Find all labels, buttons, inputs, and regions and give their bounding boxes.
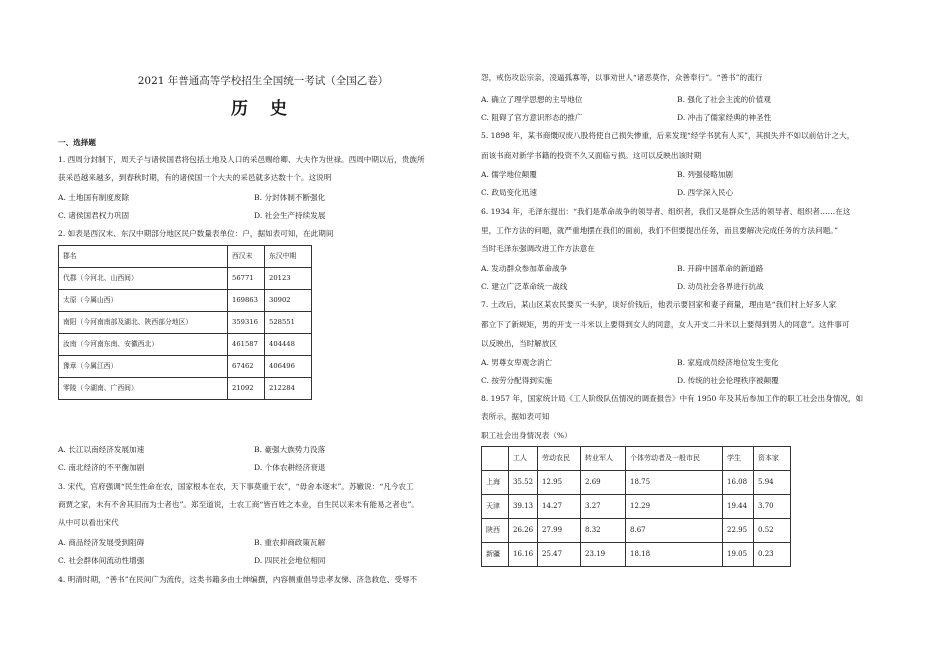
table-row — [59, 312, 312, 334]
table-cell: 22.95 — [723, 519, 754, 543]
table-row — [59, 356, 312, 378]
q4-option-d: D. 冲击了儒家经典的神圣性 — [677, 113, 772, 122]
q6-line-3: 当时毛泽东强调改进工作方法意在 — [481, 244, 595, 253]
population-table — [58, 245, 312, 400]
table-row — [482, 543, 791, 567]
q2-stem: 2. 如表是西汉末、东汉中期部分地区民户数量表单位：户，据如表可知，在此期间 — [58, 229, 334, 238]
table-cell: 新疆 — [482, 543, 509, 567]
table-cell: 0.52 — [754, 519, 791, 543]
q3-line-3: 从中可以看出宋代 — [58, 518, 119, 527]
table-header-row — [482, 447, 791, 471]
q5-option-a: A. 儒学地位颠覆 — [481, 170, 537, 179]
table-cell: 19.05 — [723, 543, 754, 567]
q7-option-b: B. 家庭成员经济地位发生变化 — [677, 358, 779, 367]
table-cell: 8.32 — [581, 519, 626, 543]
table-cell: 404448 — [265, 334, 312, 356]
table-header-cell: 劳动农民 — [538, 447, 581, 471]
table-row — [482, 519, 791, 543]
table-cell: 67462 — [228, 356, 265, 378]
q8-line-1: 8. 1957 年，国家统计局《工人阶级队伍情况的调查报告》中有 1950 年及其后参加工作的职工社会出身情况，如 — [481, 394, 864, 403]
q1-line-1: 1. 西周分封制下，周天子与诸侯国君将包括土地及人口的采邑赐给卿、大夫作为世禄。西周中期以后，贵族所 — [58, 155, 425, 164]
table-header-cell: 东汉中期 — [265, 246, 312, 268]
q7-option-d: D. 传统的社会伦理秩序被颠覆 — [677, 376, 779, 385]
table-header-cell — [482, 447, 509, 471]
table-cell: 16.08 — [723, 471, 754, 495]
table-cell: 18.18 — [626, 543, 723, 567]
table-row — [59, 268, 312, 290]
table-cell: 天津 — [482, 495, 509, 519]
table-cell: 26.26 — [509, 519, 538, 543]
q6-option-b: B. 开辟中国革命的新道路 — [677, 264, 764, 273]
table-cell: 16.16 — [509, 543, 538, 567]
q4-line-2: 怨，戒伤攻讼宗亲，凌逼孤寡等，以事劝世人“诸恶莫作，众善奉行”。“善书”的流行 — [481, 73, 763, 82]
q6-option-c: C. 建立广泛革命统一战线 — [481, 282, 568, 291]
table-cell: 20123 — [265, 268, 312, 290]
q2-option-c: C. 南北经济的不平衡加剧 — [58, 463, 145, 472]
q3-option-d: D. 四民社会地位相同 — [254, 556, 326, 565]
table-cell: 23.19 — [581, 543, 626, 567]
table-cell: 169863 — [228, 290, 265, 312]
table-cell: 359316 — [228, 312, 265, 334]
q1-option-b: B. 分封体制不断强化 — [254, 193, 326, 202]
q4-option-b: B. 强化了社会主流的价值观 — [677, 95, 771, 104]
q8-table-title: 职工社会出身情况表（%） — [481, 431, 572, 440]
subject-title: 历 史 — [231, 99, 295, 119]
table-header-cell: 个体劳动者及一般市民 — [626, 447, 723, 471]
q5-line-1: 5. 1898 年，某书商慨叹废八股将使自己损失惨重，后来发现“经学书犹有人买”，其损失并不如以前估计之大， — [481, 131, 855, 140]
table-cell: 18.75 — [626, 471, 723, 495]
table-cell: 21092 — [228, 378, 265, 400]
q1-option-c: C. 诸侯国君权力巩固 — [58, 211, 130, 220]
q7-option-c: C. 按劳分配得到实施 — [481, 376, 553, 385]
table-row — [482, 471, 791, 495]
q1-option-a: A. 土地国有制度废除 — [58, 193, 130, 202]
section-heading: 一、选择题 — [58, 138, 96, 147]
table-cell: 27.99 — [538, 519, 581, 543]
q6-option-a: A. 发动群众参加革命战争 — [481, 264, 568, 273]
q7-option-a: A. 男尊女卑观念消亡 — [481, 358, 553, 367]
table-cell: 12.29 — [626, 495, 723, 519]
occupation-table — [481, 446, 791, 567]
q4-option-c: C. 阻碍了官方意识形态的推广 — [481, 113, 583, 122]
table-cell: 2.69 — [581, 471, 626, 495]
q4-option-a: A. 确立了理学思想的主导地位 — [481, 95, 583, 104]
table-cell: 19.44 — [723, 495, 754, 519]
table-header-cell: 转业军人 — [581, 447, 626, 471]
table-cell: 上海 — [482, 471, 509, 495]
q5-option-c: C. 政局变化迅速 — [481, 188, 537, 197]
q3-option-b: B. 重农抑商政策瓦解 — [254, 538, 326, 547]
table-cell: 25.47 — [538, 543, 581, 567]
q1-line-2: 获采邑越来越多，到春秋时期，有的诸侯国一个大夫的采邑就多达数十个。这说明 — [58, 173, 332, 182]
table-cell: 陕西 — [482, 519, 509, 543]
q7-line-1: 7. 土改后，某山区某农民要买一头驴，谈好价钱后，他表示要回家和妻子商量，理由是“我们村上好多人家 — [481, 300, 837, 309]
table-cell: 3.70 — [754, 495, 791, 519]
table-cell: 406496 — [265, 356, 312, 378]
q2-option-d: D. 个体农耕经济衰退 — [254, 463, 326, 472]
exam-title: 2021 年普通高等学校招生全国统一考试（全国乙卷） — [137, 75, 389, 87]
table-cell: 12.95 — [538, 471, 581, 495]
table-header-row — [59, 246, 312, 268]
table-cell: 豫章（今属江西） — [59, 356, 228, 378]
table-cell: 南阳（今河南南部及湖北、陕西部分地区） — [59, 312, 228, 334]
q5-option-d: D. 西学深入民心 — [677, 188, 734, 197]
table-cell: 461587 — [228, 334, 265, 356]
q8-line-2: 表所示，据如表可知 — [481, 412, 550, 421]
table-cell: 56771 — [228, 268, 265, 290]
table-header-cell: 工人 — [509, 447, 538, 471]
table-header-cell: 资本家 — [754, 447, 791, 471]
table-row — [59, 378, 312, 400]
q5-option-b: B. 列强侵略加剧 — [677, 170, 733, 179]
q6-option-d: D. 动员社会各界进行抗战 — [677, 282, 764, 291]
q1-option-d: D. 社会生产持续发展 — [254, 211, 326, 220]
q6-line-1: 6. 1934 年，毛泽东提出：“我们是革命战争的领导者、组织者，我们又是群众生活的领导者、组织者……在这 — [481, 207, 851, 216]
table-cell: 39.13 — [509, 495, 538, 519]
table-row — [59, 290, 312, 312]
q3-option-c: C. 社会群体间流动性增强 — [58, 556, 145, 565]
table-cell: 汝南（今河南东南、安徽西北） — [59, 334, 228, 356]
table-header-cell: 郡名 — [59, 246, 228, 268]
table-row — [482, 495, 791, 519]
table-cell: 3.27 — [581, 495, 626, 519]
q5-line-2: 而该书商对新学书籍的投资不久又面临亏损。这可以反映出该时期 — [481, 151, 702, 160]
table-cell: 5.94 — [754, 471, 791, 495]
table-row — [59, 334, 312, 356]
table-header-cell: 西汉末 — [228, 246, 265, 268]
q2-option-b: B. 豪强大族势力没落 — [254, 445, 326, 454]
table-cell: 0.23 — [754, 543, 791, 567]
table-cell: 35.52 — [509, 471, 538, 495]
table-cell: 零陵（今湖南、广西间） — [59, 378, 228, 400]
q3-option-a: A. 商品经济发展受到阻碍 — [58, 538, 145, 547]
table-cell: 太原（今属山西） — [59, 290, 228, 312]
table-cell: 8.67 — [626, 519, 723, 543]
q4-line-1: 4. 明清时期，“善书”在民间广为流传，这类书籍多由士绅编撰，内容侧重倡导忠孝友悌、济急救危、受辱不 — [58, 575, 418, 584]
q3-line-1: 3. 宋代，官府强调“民生性命在农，国家根本在农，天下事莫重于农”，“毋舍本逐末”。苏辙说：“凡今农工 — [58, 482, 414, 491]
table-cell: 14.27 — [538, 495, 581, 519]
table-cell: 528551 — [265, 312, 312, 334]
q7-line-3: 以反映出，当时解放区 — [481, 339, 557, 348]
q3-line-2: 商贾之家，未有不舍其旧而为士者也”。郑至道说，士农工商“皆百姓之本业，自生民以来未有能易之者也”。 — [58, 500, 419, 509]
q2-option-a: A. 长江以南经济发展加速 — [58, 445, 145, 454]
table-header-cell: 学生 — [723, 447, 754, 471]
q7-line-2: 都立下了新规矩，男的开支一斗米以上要得到女人的同意，女人开支二升米以上要得到男人的同意”。这件事可 — [481, 320, 850, 329]
q6-line-2: 里，工作方法的问题，就严重地摆在我们的面前，我们不但要提出任务，而且要解决完成任务的方法问题。” — [481, 226, 838, 235]
table-cell: 代郡（今河北、山西间） — [59, 268, 228, 290]
table-cell: 212284 — [265, 378, 312, 400]
table-cell: 30902 — [265, 290, 312, 312]
